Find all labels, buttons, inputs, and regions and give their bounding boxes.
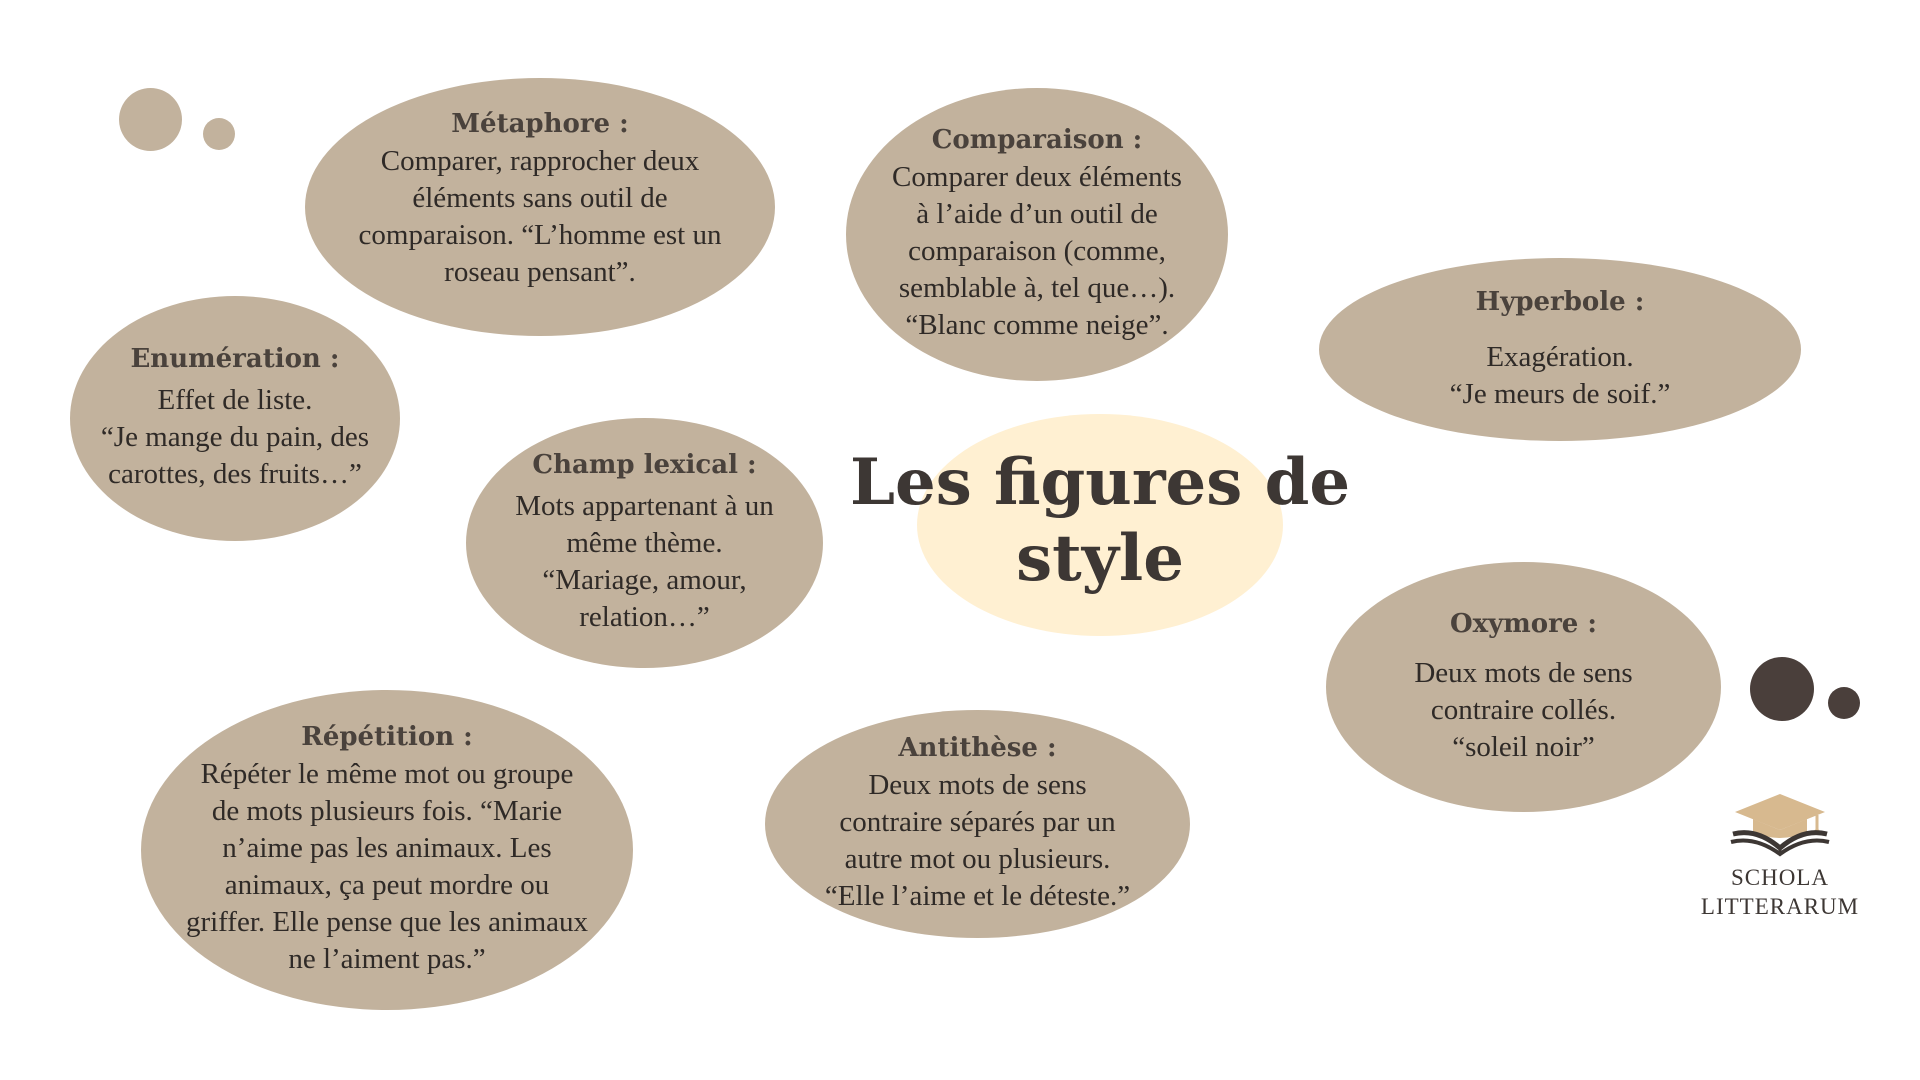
bubble-body: Exagération. “Je meurs de soif.” [1449,340,1671,410]
bubble-antithese [765,710,1190,938]
bubble-metaphore [305,78,775,336]
bubble-enumeration [70,296,400,541]
bubble-title: Enumération : [130,344,340,374]
bubble-body: Comparer deux éléments à l’aide d’un outil de comparaison (comme, semblable à, tel que…). “Blanc comme neige”. [892,161,1182,341]
bubble-body: Mots appartenant à un même thème. “Mariage, amour, relation…” [515,490,774,633]
bubble-body: Répéter le même mot ou groupe de mots plusieurs fois. “Marie n’aime pas les animaux. Les animaux, ça peut mordre ou griffer. Elle pense que les animaux ne l’aiment pas.” [185,758,589,975]
bubble-body: Comparer, rapprocher deux éléments sans outil de comparaison. “L’homme est un roseau pensant”. [358,145,722,288]
bubble-title: Répétition : [301,722,473,752]
bubble-body: Effet de liste. “Je mange du pain, des carottes, des fruits…” [100,384,370,490]
decor-dot-small-right [1828,687,1860,719]
decor-dot-large-right [1750,657,1814,721]
bubble-title: Oxymore : [1450,608,1597,639]
bubble-title: Champ lexical : [532,450,757,480]
decor-dot-small-top [203,118,235,150]
bubble-champ-lexical [466,418,823,668]
schola-litterarum-logo [1700,792,1860,921]
decor-dot-large-top [119,88,182,151]
bubble-body: Deux mots de sens contraire collés. “soleil noir” [1414,656,1633,763]
graduation-cap-book-icon [1725,792,1835,858]
center-title: Les figures de style [849,445,1351,596]
bubble-title: Hyperbole : [1475,286,1645,317]
logo-text: SCHOLA LITTERARUM [1700,865,1860,919]
bubble-oxymore [1326,562,1721,812]
bubble-title: Métaphore : [451,109,629,139]
bubble-repetition [141,690,633,1010]
bubble-title: Comparaison : [931,125,1143,155]
bubble-title: Antithèse : [898,733,1057,763]
bubble-body: Deux mots de sens contraire séparés par un autre mot ou plusieurs. “Elle l’aime et le déteste.” [824,769,1131,912]
bubble-comparaison [846,88,1228,381]
bubble-hyperbole [1319,258,1801,441]
